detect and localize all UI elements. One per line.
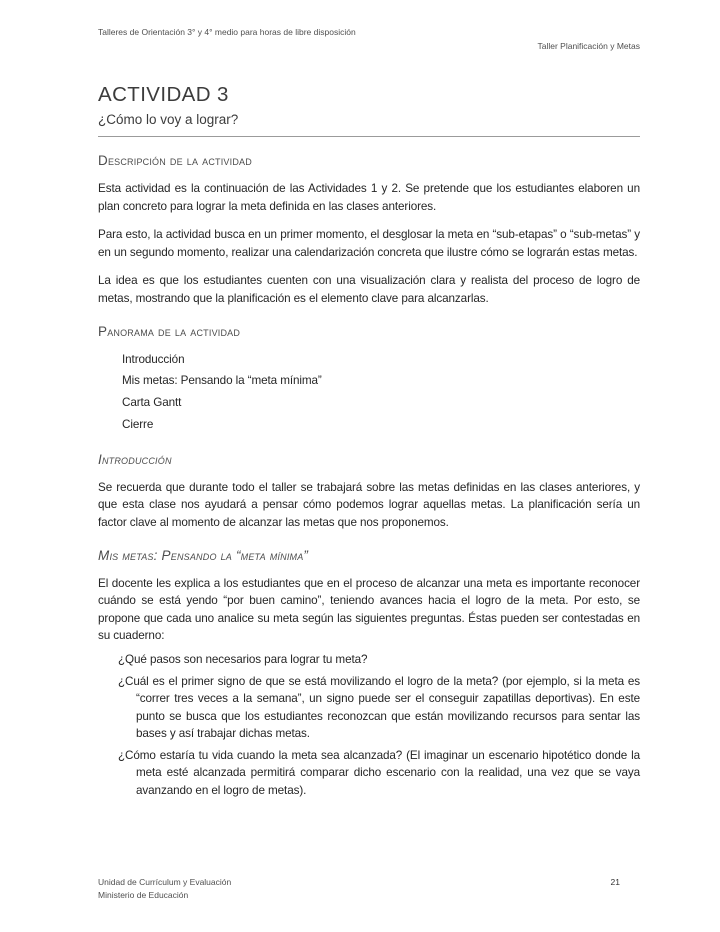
footer-org [98, 876, 231, 902]
panorama-item-introduccion: Introducción [122, 352, 185, 366]
section-heading-panorama: Panorama de la actividad [98, 323, 241, 339]
page-title: ACTIVIDAD 3 [98, 83, 229, 106]
document-header [98, 26, 640, 52]
panorama-item-mis-metas: Mis metas: Pensando la “meta mínima” [122, 374, 322, 388]
document-footer [98, 876, 640, 902]
question-item-2: ¿Cuál es el primer signo de que se está movilizando el logro de la meta? (por ejemplo, si la meta es “correr tres veces a la semana”, un signo puede ser el conseguir zapatillas deportivas). En este punto se busca que los estudiantes reconozcan que están movilizando recursos para sentar las bases y así trabajar dichas metas. [118, 674, 640, 741]
paragraph-descripcion-3: La idea es que los estudiantes cuenten con una visualización clara y realista del proceso de logro de metas, mostrando que la planificación es el elemento clave para alcanzarlas. [98, 274, 640, 305]
paragraph-descripcion-2: Para esto, la actividad busca en un primer momento, el desglosar la meta en “sub-etapas” o “sub-metas” y en un segundo momento, realizar una calendarización concreta que ilustre cómo se lograrán estas metas. [98, 228, 640, 259]
page-subtitle: ¿Cómo lo voy a lograr? [98, 112, 239, 127]
panorama-item-carta-gantt: Carta Gantt [122, 396, 182, 410]
panorama-item-cierre: Cierre [122, 417, 154, 431]
section-heading-descripcion: Descripción de la actividad [98, 153, 252, 168]
paragraph-mis-metas: El docente les explica a los estudiantes que en el proceso de alcanzar una meta es importante reconocer cuándo se está yendo “por buen camino”, teniendo avances hacia el logro de la meta. Por esto, se propone que cada uno analice su meta según las siguientes preguntas. Éstas pueden ser contestadas en su cuaderno: [98, 576, 640, 643]
section-heading-mis-metas: Mis metas: Pensando la “meta mínima” [98, 547, 309, 563]
panorama-list [98, 349, 640, 436]
page-number: 21 [610, 877, 620, 887]
question-item-3: ¿Cómo estaría tu vida cuando la meta sea alcanzada? (El imaginar un escenario hipotético donde la meta esté alcanzada permitirá comparar dicho escenario con la realidad, una vez que se vaya avanzando en el logro de metas). [118, 748, 640, 798]
footer-unit: Unidad de Currículum y Evaluación [98, 877, 232, 887]
header-workshop-title: Taller Planificación y Metas [537, 41, 640, 51]
question-item-1: ¿Qué pasos son necesarios para lograr tu meta? [118, 652, 368, 666]
paragraph-introduccion: Se recuerda que durante todo el taller se trabajará sobre las metas definidas en las clases anteriores, y que esta clase nos ayudará a pensar cómo podemos lograr aquellas metas. La planificación sería un factor clave al momento de alcanzar las metas que nos proponemos. [98, 480, 640, 529]
footer-ministry: Ministerio de Educación [98, 890, 189, 900]
title-divider [98, 136, 640, 137]
header-course-title: Talleres de Orientación 3° y 4° medio para horas de libre disposición [98, 27, 356, 37]
questions-list [98, 651, 640, 800]
paragraph-descripcion-1: Esta actividad es la continuación de las Actividades 1 y 2. Se pretende que los estudiantes elaboren un plan concreto para lograr la meta definida en las clases anteriores. [98, 182, 640, 213]
section-heading-introduccion: Introducción [98, 451, 172, 467]
